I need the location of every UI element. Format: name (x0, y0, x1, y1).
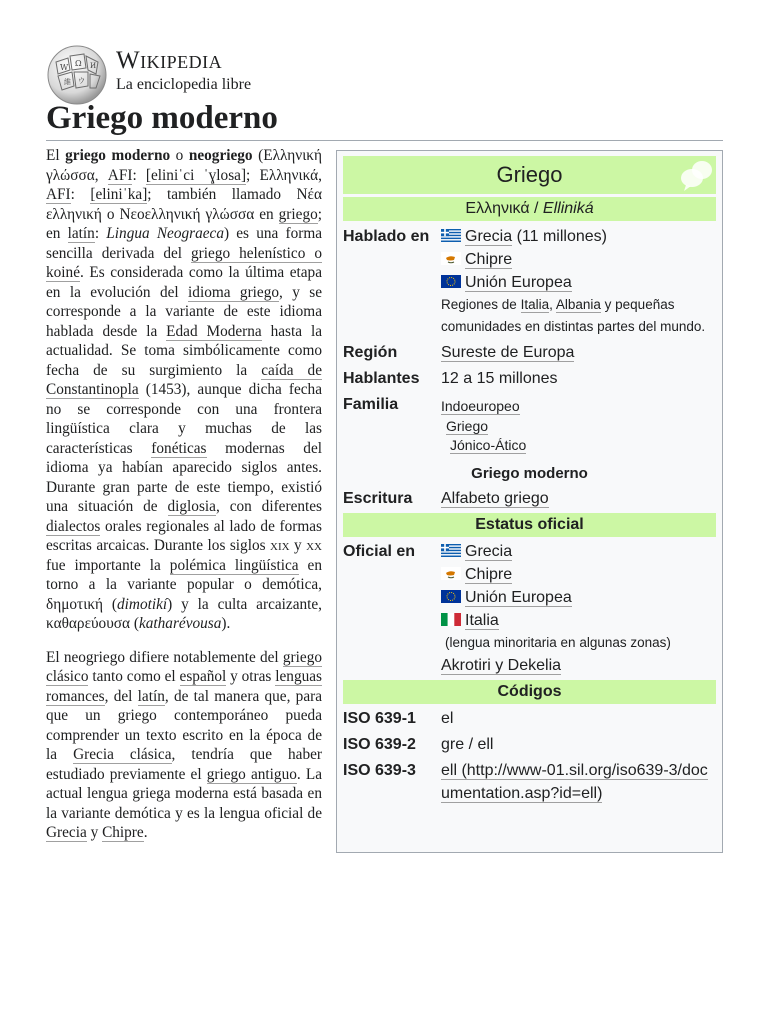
afi-link[interactable]: AFI (46, 186, 71, 203)
link-polemica[interactable]: polémica lingüística (169, 556, 299, 574)
text: modernas del idioma ya habían aparecido siglos antes. Durante gran parte de este tiempo, existió una situación de (46, 439, 322, 515)
language-infobox (336, 150, 723, 853)
text: , del (104, 687, 138, 705)
text: El (46, 147, 66, 164)
cyprus-flag-icon (441, 567, 461, 580)
eu-flag-icon (441, 590, 461, 603)
text: ) y la culta arcaizante, καθαρεύουσα ( (46, 595, 322, 632)
brand (116, 47, 251, 94)
iso-row (343, 759, 716, 805)
family-link-jonico-atico[interactable]: Jónico-Ático (450, 437, 527, 453)
spoken-item (441, 271, 716, 294)
svg-text:W: W (60, 63, 69, 72)
text: . Es considerada como la última etapa en la evolución del (46, 264, 322, 301)
spoken-item (441, 248, 716, 271)
globe-icon (46, 44, 108, 106)
link-foneticas[interactable]: fonéticas (151, 439, 207, 457)
link-latin[interactable]: latín (67, 225, 95, 242)
family-label: Familia (343, 396, 399, 413)
afi-link[interactable]: AFI (107, 166, 133, 184)
family-tree (441, 393, 716, 456)
official-label: Oficial en (343, 542, 416, 560)
spoken-in-label: Hablado en (343, 228, 430, 245)
spoken-in-row (343, 225, 716, 338)
italic-term: dimotikí (117, 595, 168, 613)
text: , tendría que haber estudiado previamente el (46, 746, 322, 783)
infobox-title (343, 156, 716, 194)
speakers-label: Hablantes (343, 370, 420, 387)
iso-label: ISO 639-3 (343, 761, 416, 779)
link-diglosia[interactable]: diglosia (167, 498, 216, 515)
text: , de tal manera que, para que un griego contemporáneo pueda comprender un texto escrito en la época de la (46, 687, 322, 763)
link-koine[interactable]: griego helenístico o koiné (46, 244, 322, 281)
iso-value: gre / ell (441, 735, 494, 753)
spoken-link-chipre[interactable]: Chipre (465, 251, 513, 268)
region-label: Región (343, 344, 398, 361)
text: : (70, 186, 91, 203)
speakers-value: 12 a 15 millones (441, 370, 558, 387)
text: y otras (226, 668, 276, 685)
brand-tagline: La enciclopedia libre (116, 76, 252, 93)
century-numeral: xx (306, 537, 322, 554)
article-body (46, 146, 723, 863)
wikipedia-globe-logo[interactable] (46, 44, 108, 106)
official-row (343, 540, 716, 677)
text: (Ελληνική γλώσσα, (46, 147, 323, 184)
official-link-akrotiri[interactable]: Akrotiri y Dekelia (441, 656, 562, 674)
official-note: (lengua minoritaria en algunas zonas) (445, 634, 671, 650)
page-title: Griego moderno (46, 100, 278, 136)
ipa-link[interactable]: [eliniˈci ˈɣlosa] (145, 166, 247, 184)
italic-term: Lingua Neograeca (106, 225, 224, 242)
native-name-romanized: Elliniká (542, 200, 594, 217)
text: (1453), aunque dicha fecha no se corresponde con una frontera lingüística clara y muchas de las características (46, 381, 322, 457)
link-latin[interactable]: latín (137, 687, 165, 705)
infobox-title-text: Griego (496, 162, 563, 187)
text: , con diferentes (215, 498, 322, 515)
script-label: Escritura (343, 489, 413, 507)
text: tanto como el (88, 668, 180, 685)
native-name (343, 197, 716, 221)
italy-flag-icon (441, 613, 461, 626)
official-status-header: Estatus oficial (343, 513, 716, 537)
svg-text:И: И (90, 62, 97, 70)
official-link-italia[interactable]: Italia (465, 611, 499, 629)
region-link[interactable]: Sureste de Europa (441, 344, 575, 361)
minority-note (441, 294, 716, 338)
text: y (86, 824, 103, 841)
text: ) es una forma sencilla derivada del (46, 225, 323, 262)
official-values (441, 540, 716, 677)
text: . La actual lengua griega moderna está basada en la variante demótica y es la lengua oficial de (46, 765, 322, 822)
codes-header: Códigos (343, 680, 716, 704)
text: ). (221, 615, 231, 632)
link-griego-clasico[interactable]: griego clásico (46, 648, 322, 685)
text: , y se corresponde a la variante de este idioma hablada desde la (46, 283, 322, 340)
text: ; Ελληνικά, (246, 166, 323, 184)
text: ; en (46, 205, 322, 242)
official-link-ue[interactable]: Unión Europea (465, 588, 572, 606)
ipa-link[interactable]: [eliniˈka] (90, 186, 148, 203)
text: , (549, 297, 556, 312)
native-name-greek: Ελληνικά / (465, 200, 543, 217)
bold-term: neogriego (188, 147, 253, 164)
iso-label: ISO 639-1 (343, 709, 416, 727)
family-link-griego[interactable]: Griego (446, 417, 489, 434)
text: : (132, 166, 146, 184)
link-idioma-griego[interactable]: idioma griego (188, 283, 279, 301)
text: en torno a la variante popular o demótica, δημοτική ( (46, 556, 322, 613)
official-link-grecia[interactable]: Grecia (465, 542, 513, 560)
link-griego[interactable]: griego (278, 205, 318, 223)
link-caida-constantinopla[interactable]: caída de Constantinopla (46, 361, 322, 398)
cyprus-flag-icon (441, 252, 461, 265)
family-link-indoeuropeo[interactable]: Indoeuropeo (441, 398, 520, 414)
iso-639-3-link[interactable]: ell (http://www-01.sil.org/iso639-3/documentation.asp?id=ell) (441, 761, 708, 802)
text: ; también llamado Νέα ελληνική o Νεοελληνική γλώσσα en (46, 186, 322, 223)
greece-flag-icon (441, 544, 461, 557)
script-link[interactable]: Alfabeto griego (441, 489, 549, 507)
text: y (289, 537, 307, 554)
spoken-item (441, 225, 716, 248)
link-edad-moderna[interactable]: Edad Moderna (166, 322, 262, 340)
link-griego-antiguo[interactable]: griego antiguo (206, 765, 297, 783)
text: fue importante la (46, 556, 170, 574)
link-lenguas-romances[interactable]: lenguas romances (46, 668, 322, 705)
text: El neogriego difiere notablemente del (46, 648, 283, 666)
spoken-extra: (11 millones) (512, 228, 607, 245)
text: o (170, 147, 189, 164)
century-numeral: xix (270, 537, 290, 554)
text: hasta la actualidad. Se toma simbólicamente como fecha de su surgimiento la (46, 322, 322, 379)
text: orales regionales al lado de formas escritas arcaicas. Durante los siglos (46, 517, 322, 554)
text: : (94, 225, 107, 242)
title-divider (46, 140, 723, 141)
link-grecia[interactable]: Grecia (46, 824, 87, 841)
speech-bubbles-icon (678, 158, 714, 192)
link-albania[interactable]: Albania (555, 297, 601, 312)
spoken-link-grecia[interactable]: Grecia (465, 228, 513, 245)
spoken-link-ue[interactable]: Unión Europea (465, 274, 572, 291)
link-dialectos[interactable]: dialectos (46, 517, 101, 535)
region-row (343, 341, 716, 364)
greece-flag-icon (441, 229, 461, 242)
link-grecia-clasica[interactable]: Grecia clásica (73, 746, 172, 763)
bold-term: griego moderno (65, 147, 171, 164)
text: Regiones de (441, 297, 521, 312)
link-chipre[interactable]: Chipre (102, 824, 144, 841)
text: y pequeñas comunidades en distintas partes del mundo. (441, 297, 706, 334)
iso-value: el (441, 709, 454, 727)
iso-label: ISO 639-2 (343, 735, 416, 753)
text: . (143, 824, 148, 841)
eu-flag-icon (441, 275, 461, 288)
iso-row (343, 733, 716, 756)
iso-row (343, 707, 716, 730)
svg-text:維: 維 (64, 78, 71, 86)
speakers-row (343, 367, 716, 390)
family-footer: Griego moderno (471, 464, 588, 482)
link-espanol[interactable]: español (179, 668, 227, 685)
link-italia[interactable]: Italia (520, 297, 550, 312)
svg-text:Ω: Ω (75, 59, 82, 68)
italic-term: katharévousa (138, 615, 222, 632)
official-link-chipre[interactable]: Chipre (465, 565, 513, 583)
script-row (343, 487, 716, 510)
family-row (343, 393, 716, 456)
svg-text:ウ: ウ (78, 77, 85, 85)
spoken-in-values (441, 225, 716, 338)
brand-name[interactable]: Wikipedia (116, 47, 223, 74)
